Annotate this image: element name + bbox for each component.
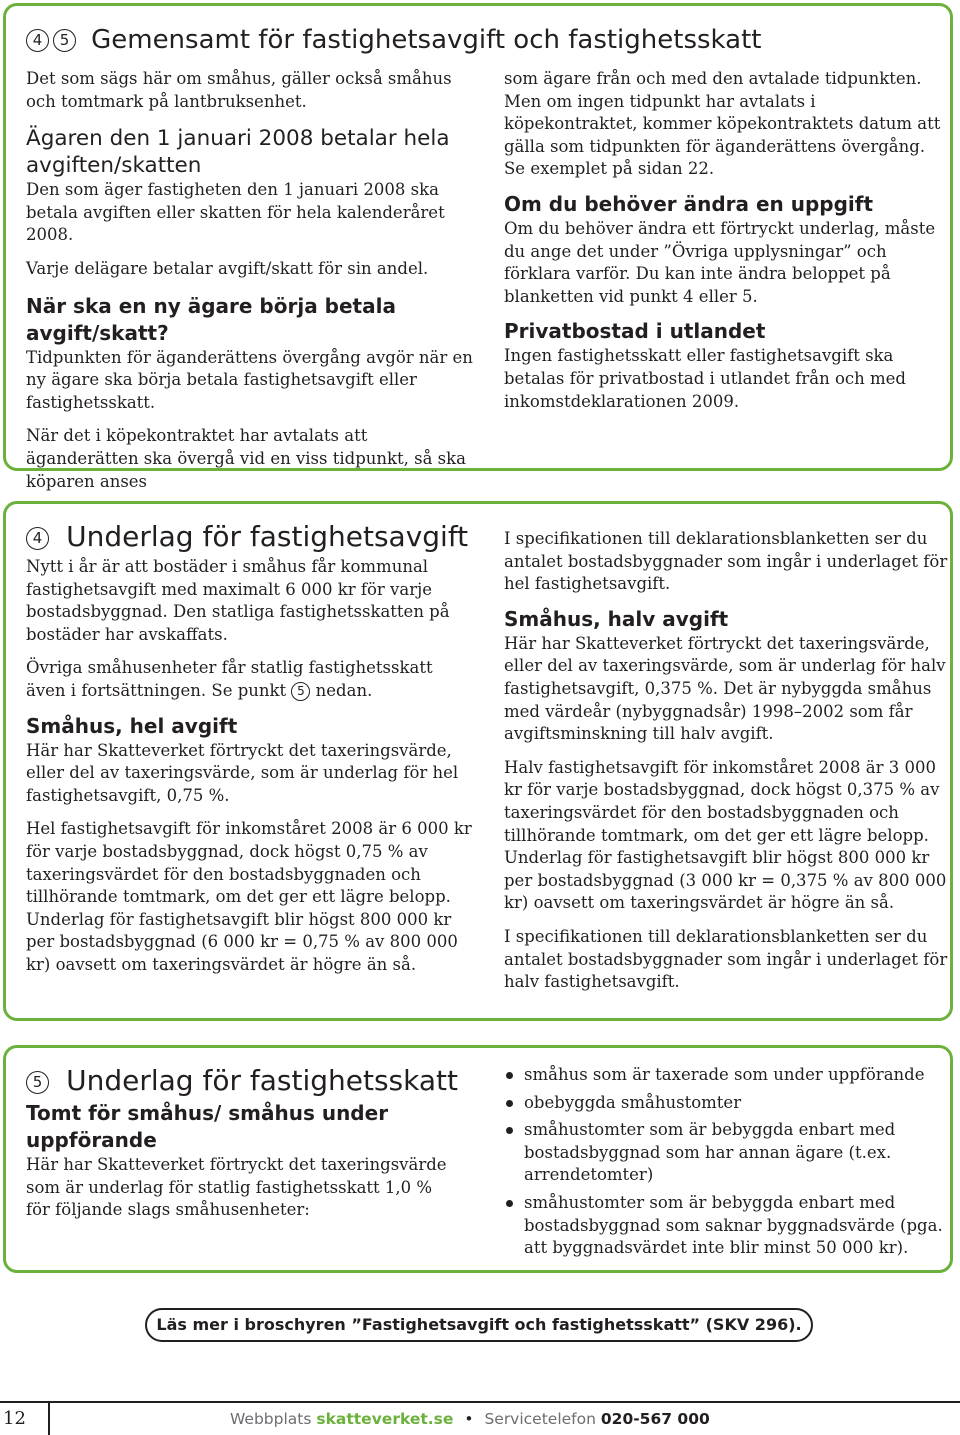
intro-text: Det som sägs här om småhus, gäller också småhus och tomtmark på lantbruksenhet. [26,69,452,111]
section-common-left-column [26,68,474,493]
section-tax-right-column [504,1064,949,1260]
circled-number-5: 5 [53,29,76,52]
circled-number-4: 4 [26,527,49,550]
section-tax-header [26,1064,458,1098]
paragraph-spec-full: I specifikationen till deklarationsblanketten ser du antalet bostadsbyggnader som ingår i underlaget för hel fastighetsavgift. [504,529,948,594]
paragraph-other-units-end: nedan. [310,680,373,700]
paragraph-co-owner: Varje delägare betalar avgift/skatt för sin andel. [26,258,429,278]
heading-abroad: Privatbostad i utlandet [504,319,766,344]
paragraph-spec-half: I specifikationen till deklarationsblanketten ser du antalet bostadsbyggnader som ingår i underlaget för halv fastighetsavgift. [504,926,948,992]
brochure-callout: Läs mer i broschyren ”Fastighetsavgift och fastighetsskatt” (SKV 296). [145,1308,813,1342]
paragraph-full-fee-amount: Hel fastighetsavgift för inkomståret 2008 är 6 000 kr för varje bostadsbyggnad, dock högst 0,75 % av taxeringsvärdet för den bostadsbyggnaden och tillhörande tomtmark, om det ger ett lägre belopp. Underlag för fastighetsavgift blir högst 800 000 kr per bostadsbyggnad (6 000 kr = 0,75 % av 800 000 kr) oavsett om taxeringsvärdet är högre än så. [26,819,472,974]
heading-half-fee: Småhus, halv avgift [504,606,729,631]
section-fee-title: Underlag för fastighetsavgift [66,520,469,553]
section-common-header [26,23,761,57]
footer-rule [0,1401,960,1403]
section-fee-header [26,520,468,554]
section-fee-right-column [504,528,949,994]
paragraph-half-fee-amount: Halv fastighetsavgift för inkomståret 2008 är 3 000 kr för varje bostadsbyggnad, dock högst 0,375 % av taxeringsvärdet för den bostadsbyggnaden och tillhörande tomtmark, om det ger ett lägre belopp. Underlag för fastighetsavgift blir högst 800 000 kr per bostadsbyggnad (3 000 kr = 0,375 % av 800 000 kr) oavsett om taxeringsvärdet är högre än så. [504,757,947,913]
paragraph-abroad: Ingen fastighetsskatt eller fastighetsavgift ska betalas för privatbostad i utlandet från och med inkomstdeklarationen 2009. [504,346,906,411]
footer-website-link[interactable]: skatteverket.se [316,1410,454,1428]
paragraph-tax-basis: Här har Skatteverket förtryckt det taxeringsvärde som är underlag för statlig fastighetsskatt 1,0 % för följande slags småhusenheter: [26,1155,447,1220]
section-common-title: Gemensamt för fastighetsavgift och fastighetsskatt [91,25,762,55]
paragraph-change-info: Om du behöver ändra ett förtryckt underlag, måste du ange det under ”Övriga upplysningar” och förklara varför. Du kan inte ändra beloppet på blanketten vid punkt 4 eller 5. [504,218,936,306]
paragraph-contract: När det i köpekontraktet har avtalats att äganderätten ska övergå vid en viss tidpunkt, så ska köparen anses [26,426,466,491]
list-item: obebyggda småhustomter [504,1092,949,1115]
list-item: småhustomter som är bebyggda enbart med bostadsbyggnad som har annan ägare (t.ex. arrendetomter) [504,1119,949,1187]
section-common-right-column [504,68,949,413]
paragraph-other-units [26,657,474,702]
heading-change-info: Om du behöver ändra en uppgift [504,191,874,216]
circled-number-4: 4 [26,29,49,52]
paragraph-owner-jan1: Den som äger fastigheten den 1 januari 2008 ska betala avgiften eller skatten för hela kalenderåret 2008. [26,180,445,245]
footer-phone-number: 020-567 000 [600,1410,710,1428]
section-tax-title: Underlag för fastighetsskatt [66,1064,458,1097]
section-tax-basis-box [3,1045,953,1273]
paragraph-owner-from: som ägare från och med den avtalade tidpunkten. Men om ingen tidpunkt har avtalats i köpekontraktet, kommer köpekontraktets datum att gälla som tidpunkten för äganderättens övergång. Se exemplet på sidan 22. [504,69,941,179]
heading-full-fee: Småhus, hel avgift [26,713,238,738]
paragraph-new-this-year: Nytt i år är att bostäder i småhus får kommunal fastighetsavgift med maximalt 6 000 kr för varje bostadsbyggnad. Den statliga fastighetsskatten på bostäder har avskaffats. [26,557,450,644]
circled-number-5: 5 [26,1071,49,1094]
heading-plot-under-construction: Tomt för småhus/ småhus under uppförande [26,1101,389,1152]
section-fee-left-column [26,556,474,977]
paragraph-transfer-time: Tidpunkten för äganderättens övergång avgör när en ny ägare ska börja betala fastighetsavgift eller fastighetsskatt. [26,347,473,412]
circled-number-5-inline: 5 [291,682,310,701]
page-number: 12 [3,1408,26,1429]
paragraph-other-units-text: Övriga småhusenheter får statlig fastighetsskatt även i fortsättningen. Se punkt [26,658,433,700]
paragraph-half-fee-basis: Här har Skatteverket förtryckt det taxeringsvärde, eller del av taxeringsvärde, som är underlag för halv fastighetsavgift, 0,375 %. Det är nybyggda småhus med värdeår (nybyggnadsår) 1998–2002 som får avgiftsminskning till halv avgift. [504,633,946,744]
footer-website-label: Webbplats [230,1410,312,1428]
unit-type-list [504,1064,949,1260]
paragraph-full-fee-basis: Här har Skatteverket förtryckt det taxeringsvärde, eller del av taxeringsvärde, som är underlag för hel fastighetsavgift, 0,75 %. [26,740,459,805]
section-common-box [3,3,953,491]
footer-contact [230,1410,710,1428]
list-item: småhus som är taxerade som under uppförande [504,1064,949,1087]
footer-bullet: • [464,1410,474,1428]
section-tax-left-column [26,1100,456,1222]
list-item: småhustomter som är bebyggda enbart med bostadsbyggnad som saknar byggnadsvärde (pga. att byggnadsvärdet inte blir minst 50 000 kr). [504,1192,949,1260]
footer-phone-label: Servicetelefon [484,1410,596,1428]
heading-owner-jan1: Ägaren den 1 januari 2008 betalar hela avgiften/skatten [26,126,450,179]
footer-separator [48,1403,50,1435]
section-fee-basis-box [3,501,953,1021]
heading-new-owner: När ska en ny ägare börja betala avgift/skatt? [26,293,396,345]
